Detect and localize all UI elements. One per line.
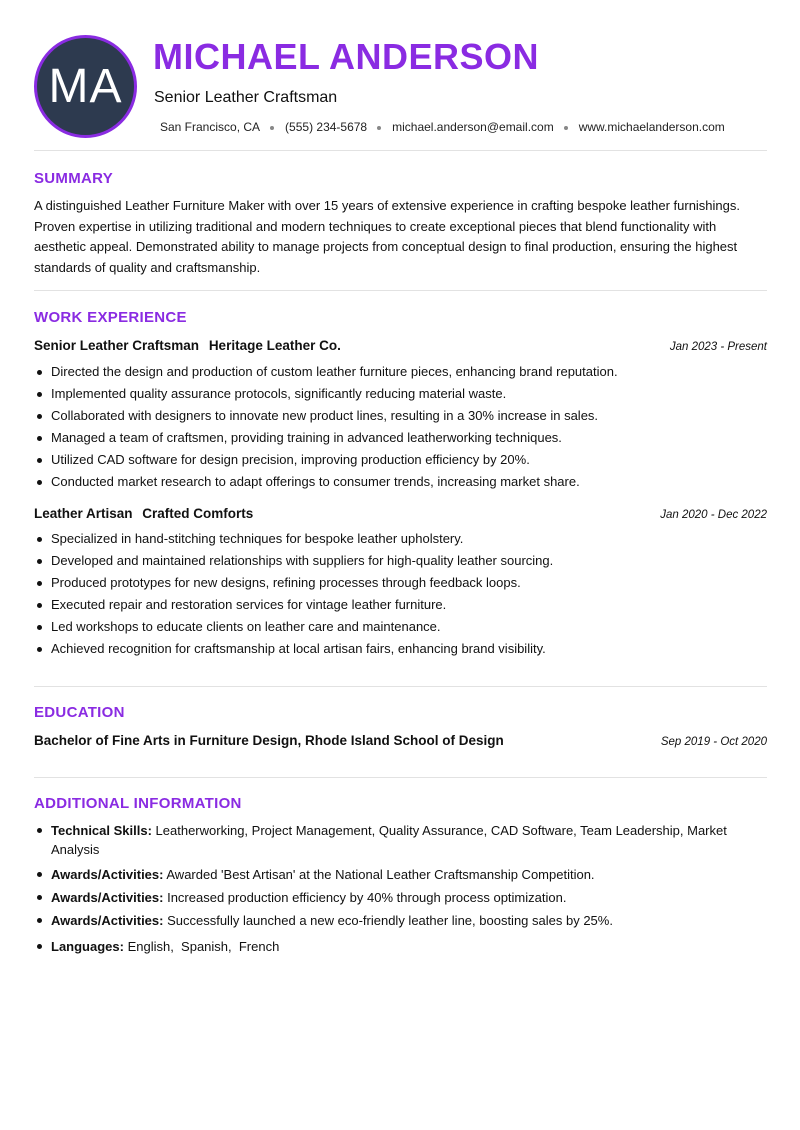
- list-item: Collaborated with designers to innovate new product lines, resulting in a 30% increase in sales.: [34, 405, 618, 427]
- job-role: Senior Leather Craftsman: [34, 338, 200, 353]
- job-company: Crafted Comforts: [142, 506, 254, 521]
- job-bullets: [34, 361, 618, 493]
- summary-heading: SUMMARY: [34, 170, 114, 187]
- contact-phone: (555) 234-5678: [285, 120, 368, 134]
- list-item: Achieved recognition for craftsmanship at local artisan fairs, enhancing brand visibility.: [34, 638, 553, 660]
- job-dates: Jan 2020 - Dec 2022: [660, 509, 767, 521]
- contact-line: [160, 120, 725, 134]
- list-item: Utilized CAD software for design precision, improving production efficiency by 20%.: [34, 449, 618, 471]
- list-item: Specialized in hand-stitching techniques for bespoke leather upholstery.: [34, 528, 553, 550]
- job-title: [34, 338, 341, 353]
- avatar-initials: MA: [48, 60, 123, 113]
- item-text: Awarded 'Best Artisan' at the National Leather Craftsmanship Competition.: [163, 867, 595, 882]
- list-item: Conducted market research to adapt offerings to consumer trends, increasing market share.: [34, 471, 618, 493]
- summary-text: A distinguished Leather Furniture Maker with over 15 years of extensive experience in crafting bespoke leather furnishings. Proven expertise in utilizing traditional and modern techniques to create exceptional pieces that blend functionality with aesthetic appeal. Demonstrated ability to manage projects from conceptual design to final production, ensuring the highest standards of quality and craftsmanship.: [34, 198, 740, 275]
- job-title: [34, 506, 253, 521]
- contact-location: San Francisco, CA: [160, 120, 261, 134]
- list-item: [34, 821, 769, 859]
- item-text: English, Spanish, French: [123, 939, 280, 954]
- item-label: Languages:: [51, 939, 124, 954]
- section-divider: [34, 777, 767, 778]
- item-text: Leatherworking, Project Management, Quality Assurance, CAD Software, Team Leadership, Market Analysis: [51, 823, 727, 857]
- education-heading: EDUCATION: [34, 704, 125, 721]
- section-divider: [34, 150, 767, 151]
- contact-website[interactable]: www.michaelanderson.com: [578, 120, 725, 134]
- item-text: Increased production efficiency by 40% through process optimization.: [163, 890, 567, 905]
- list-item: Directed the design and production of custom leather furniture pieces, enhancing brand reputation.: [34, 361, 618, 383]
- education-entry: [34, 733, 767, 748]
- list-item: Executed repair and restoration services for vintage leather furniture.: [34, 594, 553, 616]
- contact-email[interactable]: michael.anderson@email.com: [392, 120, 554, 134]
- item-label: Awards/Activities:: [51, 890, 164, 905]
- education-dates: Sep 2019 - Oct 2020: [660, 736, 767, 748]
- candidate-name: MICHAEL ANDERSON: [153, 36, 540, 77]
- avatar: [34, 35, 137, 138]
- list-item: Managed a team of craftsmen, providing training in advanced leatherworking techniques.: [34, 427, 618, 449]
- separator-dot-icon: [270, 126, 274, 130]
- item-label: Awards/Activities:: [51, 867, 164, 882]
- work-experience-heading: WORK EXPERIENCE: [34, 309, 187, 326]
- job-header: [34, 338, 767, 353]
- separator-dot-icon: [377, 126, 381, 130]
- list-item: [34, 888, 769, 907]
- list-item: Implemented quality assurance protocols, significantly reducing material waste.: [34, 383, 618, 405]
- job-company: Heritage Leather Co.: [208, 338, 341, 353]
- list-item: Developed and maintained relationships with suppliers for high-quality leather sourcing.: [34, 550, 553, 572]
- separator-dot-icon: [564, 126, 568, 130]
- job-bullets: [34, 528, 553, 660]
- list-item: [34, 865, 769, 884]
- list-item: [34, 937, 769, 956]
- list-item: Produced prototypes for new designs, refining processes through feedback loops.: [34, 572, 553, 594]
- section-divider: [34, 290, 767, 291]
- job-header: [34, 506, 767, 521]
- job-role: Leather Artisan: [34, 506, 133, 521]
- additional-info-list: [34, 821, 769, 956]
- section-divider: [34, 686, 767, 687]
- item-label: Technical Skills:: [51, 823, 152, 838]
- candidate-headline: Senior Leather Craftsman: [154, 89, 338, 106]
- additional-info-heading: ADDITIONAL INFORMATION: [34, 795, 242, 812]
- list-item: Led workshops to educate clients on leather care and maintenance.: [34, 616, 553, 638]
- list-item: [34, 911, 769, 930]
- item-label: Awards/Activities:: [51, 913, 164, 928]
- job-dates: Jan 2023 - Present: [669, 341, 767, 353]
- item-text: Successfully launched a new eco-friendly leather line, boosting sales by 25%.: [163, 913, 613, 928]
- education-degree: Bachelor of Fine Arts in Furniture Design, Rhode Island School of Design: [34, 733, 504, 748]
